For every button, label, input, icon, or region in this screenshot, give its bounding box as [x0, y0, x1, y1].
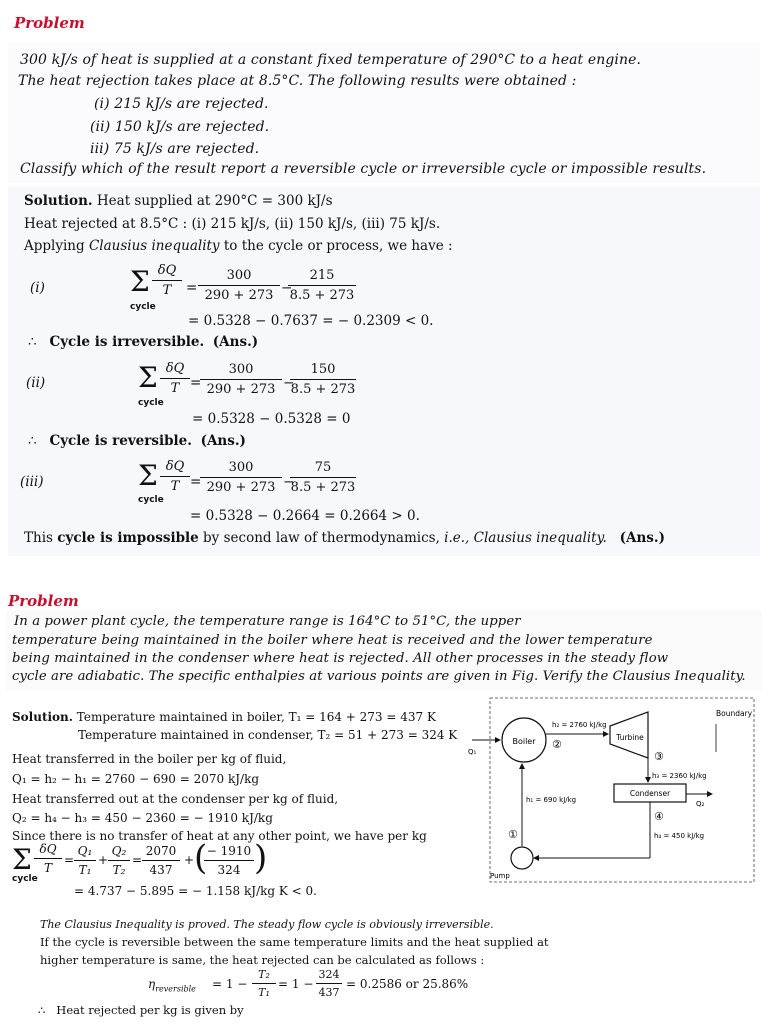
power-plant-diagram: [462, 694, 762, 886]
denominator: T: [170, 381, 180, 396]
denominator: 290 + 273: [206, 382, 276, 397]
denominator: 437: [149, 863, 173, 877]
sigma-symbol: Σ: [138, 361, 158, 394]
cycle-subscript: cycle: [12, 874, 38, 884]
text-span: i.e., Clausius inequality.: [444, 530, 607, 546]
therefore-symbol: ∴: [38, 1003, 46, 1017]
solution-label: Solution.: [12, 710, 73, 724]
cycle-subscript: cycle: [130, 302, 156, 312]
text-span: to the cycle or process, we have :: [219, 238, 453, 254]
conclusion-text: Cycle is irreversible.: [49, 334, 205, 350]
numerator: − 1910: [204, 844, 254, 861]
problem1-option: iii) 75 kJ/s are rejected.: [90, 141, 260, 157]
eta-symbol: [148, 977, 196, 993]
plus-sign: +: [184, 853, 195, 867]
solution2-proved: The Clausius Inequality is proved. The steady flow cycle is obviously irreversible.: [40, 918, 494, 931]
solution2-line1: [12, 710, 436, 724]
solution2-q1: Q₁ = h₂ − h₁ = 2760 − 690 = 2070 kJ/kg: [12, 772, 260, 786]
therefore-symbol: ∴: [28, 334, 37, 350]
minus-sign: −: [283, 375, 295, 391]
dq-over-t: [152, 263, 182, 298]
numerator: 2070: [142, 844, 180, 861]
problem2-line: In a power plant cycle, the temperature range is 164°C to 51°C, the upper: [14, 614, 521, 629]
problem1-option: (i) 215 kJ/s are rejected.: [94, 96, 269, 112]
pump-label: Pump: [490, 872, 510, 880]
numerator: 75: [290, 460, 356, 478]
denominator: 8.5 + 273: [289, 288, 355, 303]
case-tag: (iii): [20, 474, 44, 490]
denominator: T: [162, 283, 172, 298]
h1-label: h₁ = 690 kJ/kg: [526, 796, 577, 804]
point-1: ①: [508, 828, 518, 841]
solution2-line9: higher temperature is same, the heat rejected can be calculated as follows :: [40, 953, 485, 967]
equals-sign: =: [190, 375, 202, 391]
denominator: 324: [217, 863, 241, 877]
problem2-line: temperature being maintained in the boiler where heat is received and the lower temperature: [12, 633, 653, 648]
problem2-heading: Problem: [8, 592, 79, 610]
plus-sign: +: [98, 853, 109, 867]
fraction-2070-437: [142, 844, 180, 877]
solution2-last-line: [38, 1003, 244, 1017]
numerator: T₂: [252, 968, 276, 984]
case-result: = 0.5328 − 0.2664 = 0.2664 > 0.: [190, 508, 420, 524]
problem2-line: being maintained in the condenser where heat is rejected. All other processes in the steady flow: [12, 651, 669, 666]
ans-text: (Ans.): [212, 334, 259, 350]
case-conclusion: [28, 334, 258, 350]
solution1-line1: [24, 193, 333, 209]
sigma-symbol: Σ: [12, 843, 32, 876]
case-tag: (i): [30, 280, 45, 296]
fraction-rejected: [290, 362, 356, 397]
cycle-subscript: cycle: [138, 398, 164, 408]
condenser-label: Condenser: [629, 789, 671, 798]
dq-over-t: [160, 459, 190, 494]
h4-label: h₄ = 450 kJ/kg: [654, 832, 705, 840]
text-span: Temperature maintained in boiler, T₁ = 164 + 273 = 437 K: [76, 710, 436, 724]
solution2-line3: Heat transferred in the boiler per kg of fluid,: [12, 752, 287, 766]
clausius-term: Clausius inequality: [88, 238, 220, 254]
boiler-label: Boiler: [512, 737, 536, 746]
numerator: 324: [316, 968, 342, 984]
solution2-eq-result: = 4.737 − 5.895 = − 1.158 kJ/kg K < 0.: [74, 884, 317, 898]
solution1-final: [24, 530, 665, 546]
left-paren: (: [194, 838, 208, 878]
t2-over-t1: [252, 968, 276, 999]
problem1-question: Classify which of the result report a reversible cycle or irreversible cycle or impossible results.: [20, 161, 707, 177]
therefore-symbol: ∴: [28, 433, 37, 449]
numerator: 300: [200, 460, 282, 478]
minus-sign: −: [281, 280, 293, 296]
eta-rhs-a: = 1 −: [212, 977, 248, 991]
solution2-line7: Since there is no transfer of heat at any other point, we have per kg: [12, 829, 427, 843]
numerator: δQ: [160, 459, 190, 477]
impossible-term: cycle is impossible: [57, 530, 199, 546]
numerator: 150: [290, 362, 356, 380]
fraction-supplied: [198, 268, 280, 303]
q2-over-t2: [108, 844, 130, 877]
sigma-symbol: Σ: [130, 265, 150, 298]
solution1-heat-rejected: Heat rejected at 8.5°C : (i) 215 kJ/s, (ii) 150 kJ/s, (iii) 75 kJ/s.: [24, 216, 441, 232]
eta-rhs-b: = 1 −: [278, 977, 314, 991]
sigma-symbol: Σ: [138, 459, 158, 492]
text-span: Heat rejected per kg is given by: [56, 1003, 244, 1017]
case-result: = 0.5328 − 0.7637 = − 0.2309 < 0.: [188, 313, 434, 329]
ans-text: (Ans.): [200, 433, 246, 449]
conclusion-text: Cycle is reversible.: [49, 433, 192, 449]
fraction-rejected: [288, 268, 356, 303]
eta-letter: η: [148, 977, 156, 991]
minus-sign: −: [283, 474, 295, 490]
denominator: 8.5 + 273: [290, 480, 356, 495]
h3-label: h₃ = 2360 kJ/kg: [652, 772, 707, 780]
numerator: Q₁: [74, 844, 96, 861]
pump-circle: [511, 847, 533, 869]
equals-sign: =: [132, 853, 143, 867]
solution2-line2: Temperature maintained in condenser, T₂ = 51 + 273 = 324 K: [78, 728, 458, 742]
equals-sign: =: [64, 853, 75, 867]
problem1-line: The heat rejection takes place at 8.5°C. The following results were obtained :: [18, 73, 577, 89]
case-tag: (ii): [26, 375, 46, 391]
numerator: δQ: [34, 842, 62, 859]
denominator: T₂: [112, 863, 126, 877]
numerator: 300: [198, 268, 280, 286]
case-result: = 0.5328 − 0.5328 = 0: [192, 411, 351, 427]
q2-label: Q₂: [696, 800, 705, 808]
cycle-subscript: cycle: [138, 495, 164, 505]
problem1-heading: Problem: [14, 14, 85, 32]
denominator: 8.5 + 273: [290, 382, 356, 397]
q1-over-t1: [74, 844, 96, 877]
dq-over-t: [34, 842, 62, 875]
point-4: ④: [654, 810, 664, 823]
point-3: ③: [654, 750, 664, 763]
text-span: by second law of thermodynamics,: [198, 530, 445, 546]
fraction-324-437: [316, 968, 342, 999]
numerator: 215: [288, 268, 356, 286]
q1-label: Q₁: [468, 748, 477, 756]
fraction-1910-324: [204, 844, 254, 877]
equals-sign: =: [190, 474, 202, 490]
numerator: δQ: [152, 263, 182, 281]
h2-label: h₂ = 2760 kJ/kg: [552, 721, 607, 729]
point-2: ②: [552, 738, 562, 751]
denominator: T: [43, 861, 52, 875]
eta-subscript: reversible: [155, 984, 196, 994]
fraction-rejected: [290, 460, 356, 495]
right-paren: ): [254, 838, 268, 878]
denominator: 290 + 273: [204, 288, 274, 303]
equals-sign: =: [186, 280, 198, 296]
ans-text: (Ans.): [619, 530, 665, 546]
solution1-heat-supplied: Heat supplied at 290°C = 300 kJ/s: [96, 193, 333, 209]
solution1-applying: [24, 238, 453, 254]
numerator: Q₂: [108, 844, 130, 861]
fraction-supplied: [200, 460, 282, 495]
solution2-line8: If the cycle is reversible between the same temperature limits and the heat supplied at: [40, 935, 549, 949]
dq-over-t: [160, 361, 190, 396]
numerator: δQ: [160, 361, 190, 379]
solution2-q2: Q₂ = h₄ − h₃ = 450 − 2360 = − 1910 kJ/kg: [12, 811, 273, 825]
denominator: 290 + 273: [206, 480, 276, 495]
solution-label: Solution.: [24, 193, 93, 209]
boundary-label: Boundary: [716, 709, 753, 718]
case-conclusion: [28, 433, 246, 449]
problem1-line: 300 kJ/s of heat is supplied at a constant fixed temperature of 290°C to a heat engine.: [20, 52, 642, 68]
denominator: T: [170, 479, 180, 494]
denominator: T₁: [258, 986, 270, 999]
denominator: 437: [318, 986, 340, 999]
problem1-option: (ii) 150 kJ/s are rejected.: [90, 119, 270, 135]
text-span: This: [24, 530, 58, 546]
denominator: T₁: [78, 863, 92, 877]
text-span: Applying: [24, 238, 89, 254]
numerator: 300: [200, 362, 282, 380]
problem2-line: cycle are adiabatic. The specific enthalpies at various points are given in Fig. Verify the Clausius Inequality.: [12, 669, 746, 684]
solution2-line5: Heat transferred out at the condenser per kg of fluid,: [12, 792, 339, 806]
turbine-label: Turbine: [616, 733, 644, 742]
fraction-supplied: [200, 362, 282, 397]
eta-result: = 0.2586 or 25.86%: [346, 977, 469, 991]
